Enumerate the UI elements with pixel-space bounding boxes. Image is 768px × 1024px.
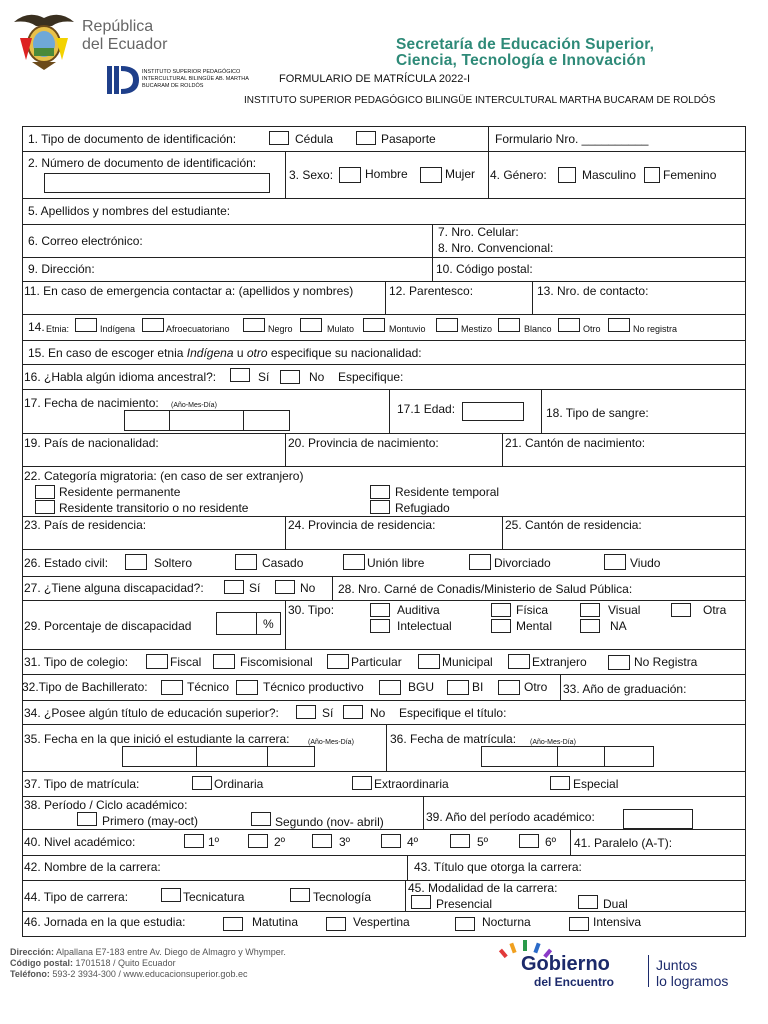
hombre-label: Hombre bbox=[365, 167, 408, 181]
presencial-label: Presencial bbox=[436, 897, 493, 911]
femenino-label: Femenino bbox=[663, 168, 717, 182]
residente-transitorio-checkbox[interactable] bbox=[35, 500, 55, 514]
birth-year-input[interactable] bbox=[124, 410, 170, 431]
field-19-label: 19. País de nacionalidad: bbox=[24, 436, 159, 450]
idioma-no-checkbox[interactable] bbox=[280, 370, 300, 384]
nivel-3-label: 3º bbox=[339, 835, 351, 849]
pasaporte-label: Pasaporte bbox=[381, 132, 436, 146]
mental-checkbox[interactable] bbox=[491, 619, 511, 633]
nivel-4-label: 4º bbox=[407, 835, 419, 849]
nivel-3-checkbox[interactable] bbox=[312, 834, 332, 848]
institute-logo bbox=[106, 64, 140, 96]
footer-telefono-label: Teléfono: bbox=[10, 969, 50, 979]
field-28-label: 28. Nro. Carné de Conadis/Ministerio de Salud Pública: bbox=[338, 582, 633, 596]
field-13-label: 13. Nro. de contacto: bbox=[537, 284, 649, 298]
footer-direccion bbox=[10, 947, 286, 957]
dual-label: Dual bbox=[603, 897, 628, 911]
intelectual-checkbox[interactable] bbox=[370, 619, 390, 633]
casado-label: Casado bbox=[262, 556, 304, 570]
field-15-indigena: Indígena bbox=[186, 346, 234, 360]
field-36-label: 36. Fecha de matrícula: bbox=[390, 732, 517, 746]
field-4-label: 4. Género: bbox=[490, 168, 547, 182]
footer-codigo-label: Código postal: bbox=[10, 958, 73, 968]
field-43-label: 43. Título que otorga la carrera: bbox=[414, 860, 582, 874]
etnia-blanco-label: Blanco bbox=[524, 324, 552, 334]
footer-telefono-value: 593-2 3934-300 / www.educacionsuperior.gob.ec bbox=[49, 969, 248, 979]
casado-checkbox[interactable] bbox=[235, 554, 257, 570]
field-37-label: 37. Tipo de matrícula: bbox=[24, 777, 140, 791]
intensiva-checkbox[interactable] bbox=[569, 917, 589, 931]
bi-label: BI bbox=[472, 680, 484, 694]
no-registra-colegio-checkbox[interactable] bbox=[608, 655, 630, 670]
field-15-part-a: 15. En caso de escoger etnia bbox=[28, 346, 187, 360]
presencial-checkbox[interactable] bbox=[411, 895, 431, 909]
residente-temporal-label: Residente temporal bbox=[395, 485, 500, 499]
footer-codigo-value: 1701518 / Quito Ecuador bbox=[73, 958, 176, 968]
mujer-label: Mujer bbox=[445, 167, 476, 181]
extraordinaria-label: Extraordinaria bbox=[374, 777, 449, 791]
field-23-label: 23. País de residencia: bbox=[24, 518, 147, 532]
especial-label: Especial bbox=[573, 777, 619, 791]
etnia-otro-checkbox[interactable] bbox=[558, 318, 580, 332]
field-15-part-c: u bbox=[233, 346, 247, 360]
nocturna-checkbox[interactable] bbox=[455, 917, 475, 931]
field-15-label bbox=[28, 346, 422, 360]
cedula-label: Cédula bbox=[295, 132, 334, 146]
field-15-part-e: especifique su nacionalidad: bbox=[267, 346, 422, 360]
field-36-date-hint: (Año-Mes-Día) bbox=[530, 739, 576, 746]
ecuador-text: del Ecuador bbox=[82, 36, 168, 53]
field-17-date-hint: (Año-Mes-Día) bbox=[171, 402, 217, 409]
institute-logo-line-2: INTERCULTURAL BILINGÜE AB. MARTHA bbox=[142, 76, 249, 82]
etnia-afro-label: Afroecuatoriano bbox=[166, 324, 230, 334]
nivel-6-label: 6º bbox=[545, 835, 557, 849]
soltero-checkbox[interactable] bbox=[125, 554, 147, 570]
residente-temporal-checkbox[interactable] bbox=[370, 485, 390, 499]
field-26-label: 26. Estado civil: bbox=[24, 556, 109, 570]
matutina-label: Matutina bbox=[252, 915, 299, 929]
vespertina-checkbox[interactable] bbox=[326, 917, 346, 931]
residente-permanente-label: Residente permanente bbox=[59, 485, 181, 499]
tecnico-checkbox[interactable] bbox=[161, 680, 183, 695]
union-libre-checkbox[interactable] bbox=[343, 554, 365, 570]
discapacidad-si-checkbox[interactable] bbox=[224, 580, 244, 594]
etnia-no-registra-label: No registra bbox=[633, 324, 678, 334]
etnia-negro-label: Negro bbox=[268, 324, 293, 334]
secretaria-line-1: Secretaría de Educación Superior, bbox=[396, 36, 655, 53]
visual-checkbox[interactable] bbox=[580, 603, 600, 617]
viudo-checkbox[interactable] bbox=[604, 554, 626, 570]
viudo-label: Viudo bbox=[630, 556, 661, 570]
etnia-montuvio-checkbox[interactable] bbox=[363, 318, 385, 332]
etnia-montuvio-label: Montuvio bbox=[389, 324, 426, 334]
masculino-label: Masculino bbox=[582, 168, 637, 182]
etnia-mulato-label: Mulato bbox=[327, 324, 355, 334]
tecnico-label: Técnico bbox=[187, 680, 230, 694]
field-17-1-label: 17.1 Edad: bbox=[397, 402, 456, 416]
field-21-label: 21. Cantón de nacimiento: bbox=[505, 436, 646, 450]
visual-label: Visual bbox=[608, 603, 641, 617]
pasaporte-checkbox[interactable] bbox=[356, 131, 376, 145]
titulo-si-label: Sí bbox=[322, 706, 334, 720]
discapacidad-no-label: No bbox=[300, 581, 316, 595]
field-29-label: 29. Porcentaje de discapacidad bbox=[24, 619, 192, 633]
field-10-label: 10. Código postal: bbox=[436, 262, 533, 276]
divorciado-label: Divorciado bbox=[494, 556, 551, 570]
primero-checkbox[interactable] bbox=[77, 812, 97, 826]
document-number-input[interactable] bbox=[44, 173, 270, 193]
field-30-label: 30. Tipo: bbox=[288, 603, 335, 617]
mental-label: Mental bbox=[516, 619, 553, 633]
anio-periodo-input[interactable] bbox=[623, 809, 693, 829]
nivel-2-label: 2º bbox=[274, 835, 286, 849]
field-27-label: 27. ¿Tiene alguna discapacidad?: bbox=[24, 581, 204, 595]
porcentaje-sign: % bbox=[263, 617, 274, 631]
field-3-label: 3. Sexo: bbox=[289, 168, 334, 182]
formulario-nro[interactable]: Formulario Nro. __________ bbox=[495, 132, 649, 146]
republica-text: República bbox=[82, 18, 154, 35]
field-39-label: 39. Año del período académico: bbox=[426, 810, 595, 824]
lo-logramos-text: lo logramos bbox=[656, 973, 729, 989]
form-title: FORMULARIO DE MATRÍCULA 2022-I bbox=[279, 73, 471, 85]
discapacidad-porcentaje-input[interactable] bbox=[216, 612, 257, 635]
extraordinaria-checkbox[interactable] bbox=[352, 776, 372, 790]
etnia-no-registra-checkbox[interactable] bbox=[608, 318, 630, 332]
field-16-label: 16. ¿Habla algún idioma ancestral?: bbox=[24, 370, 217, 384]
field-33-label: 33. Año de graduación: bbox=[563, 682, 687, 696]
otro-bachillerato-checkbox[interactable] bbox=[498, 680, 520, 695]
particular-label: Particular bbox=[351, 655, 402, 669]
masculino-checkbox[interactable] bbox=[558, 167, 576, 183]
nivel-1-label: 1º bbox=[208, 835, 220, 849]
institute-logo-line-3: BUCARAM DE ROLDÓS bbox=[142, 83, 204, 89]
segundo-checkbox[interactable] bbox=[251, 812, 271, 826]
discapacidad-si-label: Sí bbox=[249, 581, 261, 595]
fiscomisional-label: Fiscomisional bbox=[240, 655, 313, 669]
fiscomisional-checkbox[interactable] bbox=[213, 654, 235, 669]
tecnico-productivo-label: Técnico productivo bbox=[263, 680, 364, 694]
extranjero-label: Extranjero bbox=[532, 655, 587, 669]
secretaria-line-2: Ciencia, Tecnología e Innovación bbox=[396, 52, 646, 69]
field-20-label: 20. Provincia de nacimiento: bbox=[288, 436, 439, 450]
etnia-mulato-checkbox[interactable] bbox=[300, 318, 322, 332]
gobierno-text: Gobierno bbox=[521, 953, 610, 975]
otra-checkbox[interactable] bbox=[671, 603, 691, 617]
femenino-checkbox[interactable] bbox=[644, 167, 660, 183]
nivel-5-label: 5º bbox=[477, 835, 489, 849]
na-label: NA bbox=[610, 619, 627, 633]
field-42-label: 42. Nombre de la carrera: bbox=[24, 860, 161, 874]
etnia-afro-checkbox[interactable] bbox=[142, 318, 164, 332]
union-libre-label: Unión libre bbox=[367, 556, 425, 570]
residente-permanente-checkbox[interactable] bbox=[35, 485, 55, 499]
field-31-label: 31. Tipo de colegio: bbox=[24, 655, 129, 669]
etnia-negro-checkbox[interactable] bbox=[243, 318, 265, 332]
titulo-no-checkbox[interactable] bbox=[343, 705, 363, 719]
residente-transitorio-label: Residente transitorio o no residente bbox=[59, 501, 249, 515]
field-25-label: 25. Cantón de residencia: bbox=[505, 518, 642, 532]
ecuador-coat-of-arms bbox=[10, 8, 78, 72]
divorciado-checkbox[interactable] bbox=[469, 554, 491, 570]
auditiva-checkbox[interactable] bbox=[370, 603, 390, 617]
municipal-label: Municipal bbox=[442, 655, 493, 669]
footer-codigo bbox=[10, 958, 176, 968]
field-44-label: 44. Tipo de carrera: bbox=[24, 890, 129, 904]
no-registra-colegio-label: No Registra bbox=[634, 655, 698, 669]
intensiva-label: Intensiva bbox=[593, 915, 642, 929]
field-34-label: 34. ¿Posee algún título de educación superior?: bbox=[24, 706, 279, 720]
mujer-checkbox[interactable] bbox=[420, 167, 442, 183]
bgu-label: BGU bbox=[408, 680, 435, 694]
field-14-label: 14. bbox=[28, 320, 45, 334]
fiscal-label: Fiscal bbox=[170, 655, 202, 669]
field-17-label: 17. Fecha de nacimiento: bbox=[24, 396, 159, 410]
etnia-mestizo-label: Mestizo bbox=[461, 324, 493, 334]
idioma-no-label: No bbox=[309, 370, 325, 384]
primero-label: Primero (may-oct) bbox=[102, 814, 199, 828]
footer-direccion-label: Dirección: bbox=[10, 947, 55, 957]
refugiado-checkbox[interactable] bbox=[370, 500, 390, 514]
footer-direccion-value: Alpallana E7-183 entre Av. Diego de Almagro y Whymper. bbox=[54, 947, 286, 957]
idioma-especifique-label: Especifique: bbox=[338, 370, 404, 384]
field-32-label: 32.Tipo de Bachillerato: bbox=[22, 680, 148, 694]
field-41-label: 41. Paralelo (A-T): bbox=[574, 836, 673, 850]
vespertina-label: Vespertina bbox=[353, 915, 410, 929]
nivel-1-checkbox[interactable] bbox=[184, 834, 204, 848]
birth-day-input[interactable] bbox=[243, 410, 290, 431]
field-35-date-hint: (Año-Mes-Día) bbox=[308, 739, 354, 746]
fiscal-checkbox[interactable] bbox=[146, 654, 168, 669]
ordinaria-label: Ordinaria bbox=[214, 777, 264, 791]
field-2-label: 2. Número de documento de identificación: bbox=[28, 156, 257, 170]
etnia-label: Etnia: bbox=[46, 324, 70, 334]
refugiado-label: Refugiado bbox=[395, 501, 450, 515]
field-5-label: 5. Apellidos y nombres del estudiante: bbox=[28, 204, 231, 218]
ordinaria-checkbox[interactable] bbox=[192, 776, 212, 790]
idioma-si-label: Sí bbox=[258, 370, 270, 384]
nivel-6-checkbox[interactable] bbox=[519, 834, 539, 848]
tecnicatura-checkbox[interactable] bbox=[161, 888, 181, 902]
field-12-label: 12. Parentesco: bbox=[389, 284, 474, 298]
extranjero-checkbox[interactable] bbox=[508, 654, 530, 669]
fisica-label: Física bbox=[516, 603, 549, 617]
field-35-label: 35. Fecha en la que inició el estudiante la carrera: bbox=[24, 732, 290, 746]
discapacidad-no-checkbox[interactable] bbox=[275, 580, 295, 594]
idioma-si-checkbox[interactable] bbox=[230, 368, 250, 382]
footer-telefono bbox=[10, 969, 247, 979]
field-45-label: 45. Modalidad de la carrera: bbox=[408, 881, 558, 895]
etnia-indigena-checkbox[interactable] bbox=[75, 318, 97, 332]
particular-checkbox[interactable] bbox=[327, 654, 349, 669]
titulo-no-label: No bbox=[370, 706, 386, 720]
field-8-label: 8. Nro. Convencional: bbox=[438, 241, 554, 255]
fisica-checkbox[interactable] bbox=[491, 603, 511, 617]
dual-checkbox[interactable] bbox=[578, 895, 598, 909]
field-46-label: 46. Jornada en la que estudia: bbox=[24, 915, 186, 929]
nocturna-label: Nocturna bbox=[482, 915, 531, 929]
field-1-label: 1. Tipo de documento de identificación: bbox=[28, 132, 237, 146]
na-checkbox[interactable] bbox=[580, 619, 600, 633]
segundo-label: Segundo (nov- abril) bbox=[275, 815, 384, 829]
especial-checkbox[interactable] bbox=[550, 776, 570, 790]
otro-bachillerato-label: Otro bbox=[524, 680, 548, 694]
matricula-day-input[interactable] bbox=[604, 746, 654, 767]
etnia-mestizo-checkbox[interactable] bbox=[436, 318, 458, 332]
field-6-label: 6. Correo electrónico: bbox=[28, 234, 143, 248]
juntos-text: Juntos bbox=[656, 957, 698, 973]
field-22-label: 22. Categoría migratoria: (en caso de ser extranjero) bbox=[24, 469, 304, 483]
age-input[interactable] bbox=[462, 402, 524, 421]
institute-logo-line-1: INSTITUTO SUPERIOR PEDAGÓGICO bbox=[142, 69, 241, 75]
etnia-blanco-checkbox[interactable] bbox=[498, 318, 520, 332]
nivel-2-checkbox[interactable] bbox=[248, 834, 268, 848]
matricula-year-input[interactable] bbox=[481, 746, 558, 767]
titulo-si-checkbox[interactable] bbox=[296, 705, 316, 719]
del-encuentro-text: del Encuentro bbox=[534, 975, 615, 989]
matutina-checkbox[interactable] bbox=[223, 917, 243, 931]
inicio-year-input[interactable] bbox=[122, 746, 197, 767]
bi-checkbox[interactable] bbox=[447, 680, 469, 695]
tecnologia-label: Tecnología bbox=[313, 890, 372, 904]
cedula-checkbox[interactable] bbox=[269, 131, 289, 145]
etnia-otro-label: Otro bbox=[583, 324, 601, 334]
inicio-month-input[interactable] bbox=[196, 746, 268, 767]
nivel-4-checkbox[interactable] bbox=[381, 834, 401, 848]
field-24-label: 24. Provincia de residencia: bbox=[288, 518, 436, 532]
tecnico-productivo-checkbox[interactable] bbox=[236, 680, 258, 695]
auditiva-label: Auditiva bbox=[397, 603, 440, 617]
field-40-label: 40. Nivel académico: bbox=[24, 835, 136, 849]
field-9-label: 9. Dirección: bbox=[28, 262, 95, 276]
soltero-label: Soltero bbox=[154, 556, 193, 570]
field-38-label: 38. Período / Ciclo académico: bbox=[24, 798, 188, 812]
inicio-day-input[interactable] bbox=[267, 746, 315, 767]
institute-name: INSTITUTO SUPERIOR PEDAGÓGICO BILINGÜE INTERCULTURAL MARTHA BUCARAM DE ROLDÓS bbox=[244, 95, 716, 106]
field-18-label: 18. Tipo de sangre: bbox=[546, 406, 649, 420]
bgu-checkbox[interactable] bbox=[379, 680, 401, 695]
intelectual-label: Intelectual bbox=[397, 619, 452, 633]
municipal-checkbox[interactable] bbox=[418, 654, 440, 669]
matricula-month-input[interactable] bbox=[557, 746, 605, 767]
especifique-titulo-label: Especifique el título: bbox=[399, 706, 507, 720]
nivel-5-checkbox[interactable] bbox=[450, 834, 470, 848]
tecnologia-checkbox[interactable] bbox=[290, 888, 310, 902]
field-11-label: 11. En caso de emergencia contactar a: (apellidos y nombres) bbox=[24, 284, 354, 298]
field-7-label: 7. Nro. Celular: bbox=[438, 225, 519, 239]
field-15-otro: otro bbox=[246, 346, 268, 360]
hombre-checkbox[interactable] bbox=[339, 167, 361, 183]
tecnicatura-label: Tecnicatura bbox=[183, 890, 245, 904]
etnia-indigena-label: Indígena bbox=[100, 324, 136, 334]
birth-month-input[interactable] bbox=[169, 410, 244, 431]
otra-label: Otra bbox=[703, 603, 727, 617]
